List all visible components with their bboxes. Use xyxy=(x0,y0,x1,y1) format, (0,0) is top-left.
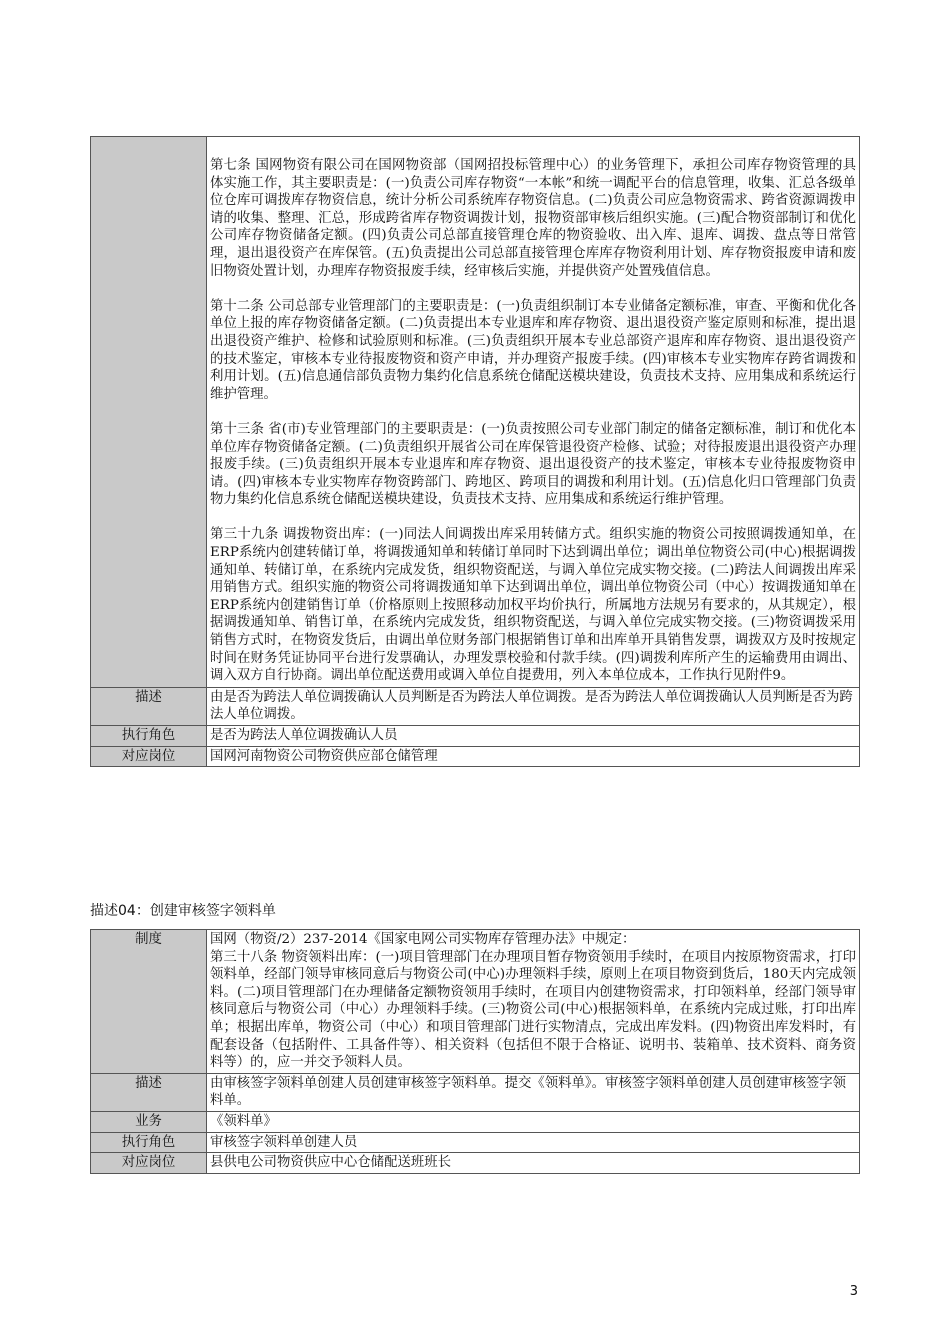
row-label: 对应岗位 xyxy=(91,1153,207,1174)
row-value: 县供电公司物资供应中心仓储配送班班长 xyxy=(207,1153,860,1174)
regulation-source: 国网（物资/2）237-2014《国家电网公司实物库存管理办法》中规定： xyxy=(210,932,636,947)
regulation-table-1 xyxy=(90,136,860,767)
row-label: 描述 xyxy=(91,1073,207,1111)
regulation-row xyxy=(91,930,860,1074)
regulation-text xyxy=(207,137,860,688)
page-number: 3 xyxy=(849,1284,858,1299)
business-row xyxy=(91,1111,860,1132)
row-value: 国网河南物资公司物资供应部仓储管理 xyxy=(207,746,860,767)
clause-38: 第三十八条 物资领料出库：(一)项目管理部门在办理项目暂存物资领用手续时，在项目内按原物资需求，打印领料单，经部门领导审核同意后与物资公司(中心)办理领料手续，原则上在项目物资到货后，180天内完成领料。(二)项目管理部门在办理储备定额物资领用手续时，在项目内创建物资需求，打印领料单，经部门领导审核同意后与物资公司（中心）办理领料手续。(三)物资公司(中心)根据领料单，在系统内完成过账，打印出库单；根据出库单，物资公司（中心）和项目管理部门进行实物清点，完成出库发料。(四)物资出库发料时，有配套设备（包括附件、工具备件等）、相关资料（包括但不限于合格证、说明书、装箱单、技术资料、商务资料等）的，应一并交予领料人员。 xyxy=(210,949,856,1071)
regulation-row xyxy=(91,137,860,688)
row-value: 审核签字领料单创建人员 xyxy=(207,1132,860,1153)
regulation-text xyxy=(207,930,860,1074)
description-row xyxy=(91,687,860,725)
regulation-table-2 xyxy=(90,929,860,1174)
row-label: 制度 xyxy=(91,930,207,1074)
row-label: 描述 xyxy=(91,687,207,725)
row-label: 业务 xyxy=(91,1111,207,1132)
row-label: 执行角色 xyxy=(91,726,207,747)
clause-12: 第十二条 公司总部专业管理部门的主要职责是：(一)负责组织制订本专业储备定额标准，审查、平衡和优化各单位上报的库存物资储备定额。(二)负责提出本专业退库和库存物资、退出退役资产鉴定原则和标准，提出退出退役资产维护、检修和试验原则和标准。(三)负责组织开展本专业总部资产退库和库存物资、退出退役资产的技术鉴定，审核本专业待报废物资和资产申请，并办理资产报废手续。(四)审核本专业实物库存跨省调拨和利用计划。(五)信息通信部负责物力集约化信息系统仓储配送模块建设，负责技术支持、应用集成和系统运行维护管理。 xyxy=(210,298,856,402)
row-label: 执行角色 xyxy=(91,1132,207,1153)
role-row xyxy=(91,1132,860,1153)
position-row xyxy=(91,1153,860,1174)
row-value: 《领料单》 xyxy=(207,1111,860,1132)
row-label: 对应岗位 xyxy=(91,746,207,767)
row-label-empty xyxy=(91,137,207,688)
row-value: 是否为跨法人单位调拨确认人员 xyxy=(207,726,860,747)
clause-13: 第十三条 省(市)专业管理部门的主要职责是：(一)负责按照公司专业部门制定的储备定额标准，制订和优化本单位库存物资储备定额。(二)负责组织开展省公司在库保管退役资产检修、试验；对待报废退出退役资产办理报废手续。(三)负责组织开展本专业退库和库存物资、退出退役资产的技术鉴定，审核本专业待报废物资申请。(四)审核本专业实物库存物资跨部门、跨地区、跨项目的调拨和利用计划。(五)信息化归口管理部门负责物力集约化信息系统仓储配送模块建设，负责技术支持、应用集成和系统运行维护管理。 xyxy=(210,421,856,508)
description-row xyxy=(91,1073,860,1111)
clause-7: 第七条 国网物资有限公司在国网物资部（国网招投标管理中心）的业务管理下，承担公司库存物资管理的具体实施工作，其主要职责是：(一)负责公司库存物资“一本帐”和统一调配平台的信息管理，收集、汇总各级单位仓库可调拨库存物资信息，统计分析公司系统库存物资信息。(二)负责公司应急物资需求、跨省资源调拨申请的收集、整理、汇总，形成跨省库存物资调拨计划，报物资部审核后组织实施。(三)配合物资部制订和优化公司库存物资储备定额。(四)负责公司总部直接管理仓库的物资验收、出入库、退库、调拨、盘点等日常管理，退出退役资产在库保管。(五)负责提出公司总部直接管理仓库库存物资利用计划、库存物资报废申请和废旧物资处置计划，办理库存物资报废手续，经审核后实施，并提供资产处置残值信息。 xyxy=(210,158,856,279)
row-value: 由是否为跨法人单位调拨确认人员判断是否为跨法人单位调拨。是否为跨法人单位调拨确认人员判断是否为跨法人单位调拨。 xyxy=(207,687,860,725)
row-value: 由审核签字领料单创建人员创建审核签字领料单。提交《领料单》。审核签字领料单创建人员创建审核签字领料单。 xyxy=(207,1073,860,1111)
clause-39: 第三十九条 调拨物资出库：(一)同法人间调拨出库采用转储方式。组织实施的物资公司按照调拨通知单，在ERP系统内创建转储订单，将调拨通知单和转储订单同时下达到调出单位；调出单位物资公司(中心)根据调拨通知单、转储订单，在系统内完成发货，组织物资配送，与调入单位完成实物交接。(二)跨法人间调拨出库采用销售方式。组织实施的物资公司将调拨通知单下达到调出单位，调出单位物资公司（中心）按调拨通知单在ERP系统内创建销售订单（价格原则上按照移动加权平均价执行，所属地方法规另有要求的，从其规定），根据调拨通知单、销售订单，在系统内完成发货，组织物资配送，与调入单位完成实物交接。(三)物资调拨采用销售方式时，在物资发货后，由调出单位财务部门根据销售订单和出库单开具销售发票，调拨双方及时按规定时间在财务凭证协同平台进行发票确认，办理发票校验和付款手续。(四)调拨利库所产生的运输费用由调出、调入双方自行协商。调出单位配送费用或调入单位自提费用，列入本单位成本，工作执行见附件9。 xyxy=(210,527,856,684)
section-title: 描述04：创建审核签字领料单 xyxy=(90,903,276,919)
role-row xyxy=(91,726,860,747)
position-row xyxy=(91,746,860,767)
